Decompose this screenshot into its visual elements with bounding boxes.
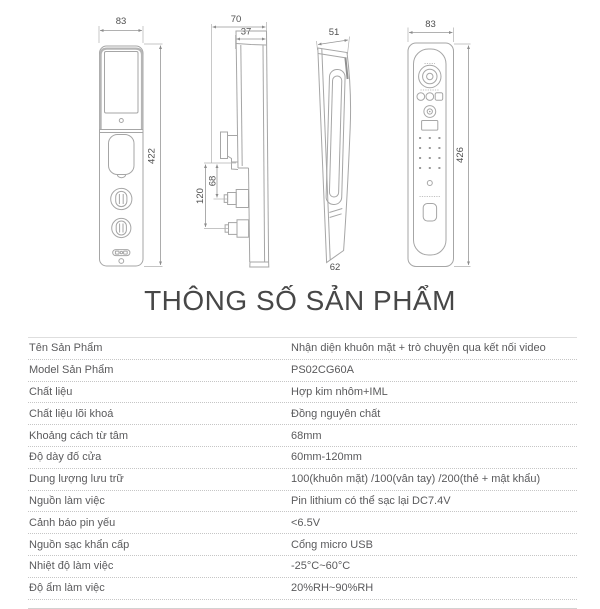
thumbturn-profile-upper bbox=[224, 190, 248, 208]
spec-label: Khoảng cách từ tâm bbox=[29, 429, 129, 442]
spec-value: Nhận diện khuôn mặt + trò chuyện qua kết nối video bbox=[291, 342, 546, 355]
spec-label: Nguồn làm việc bbox=[29, 494, 105, 507]
spec-value: 20%RH~90%RH bbox=[291, 582, 374, 595]
spec-value: Đồng nguyên chất bbox=[291, 407, 381, 420]
table-row bbox=[28, 556, 577, 578]
interior-front-view bbox=[99, 16, 163, 267]
table-row bbox=[28, 382, 577, 404]
angled-body bbox=[318, 48, 351, 263]
dim-width-label: 83 bbox=[425, 19, 436, 30]
dim-120-label: 120 bbox=[195, 188, 206, 204]
spec-label: Chất liệu bbox=[29, 385, 73, 398]
spec-label: Cảnh báo pin yếu bbox=[29, 516, 116, 529]
table-row bbox=[28, 447, 577, 469]
technical-drawings bbox=[0, 0, 600, 282]
spec-label: Tên Sản Phẩm bbox=[29, 342, 103, 355]
spec-value: -25°C~60°C bbox=[291, 560, 351, 573]
spec-value: 68mm bbox=[291, 429, 322, 442]
screen bbox=[105, 52, 139, 114]
spec-value: Cổng micro USB bbox=[291, 538, 373, 551]
spec-label: Chất liệu lõi khoá bbox=[29, 407, 114, 420]
page-title: THÔNG SỐ SẢN PHẨM bbox=[144, 285, 456, 316]
spec-label: Độ dày đố cửa bbox=[29, 451, 102, 464]
spec-value: 60mm-120mm bbox=[291, 451, 362, 464]
dim-width-label: 83 bbox=[115, 16, 127, 27]
table-row bbox=[28, 469, 577, 491]
thumbturn-lower bbox=[112, 218, 131, 237]
dim-depth-label: 70 bbox=[230, 14, 242, 25]
table-row bbox=[28, 425, 577, 447]
spec-value: PS02CG60A bbox=[291, 364, 354, 377]
table-row bbox=[28, 512, 577, 534]
side-profile bbox=[236, 31, 269, 267]
spec-table bbox=[28, 337, 577, 609]
table-row bbox=[28, 338, 577, 360]
table-row bbox=[28, 578, 577, 600]
mounting-plate bbox=[221, 132, 239, 170]
thumbturn-profile-lower bbox=[225, 220, 249, 237]
table-row bbox=[28, 360, 577, 382]
dim-bottom-width-label: 62 bbox=[329, 262, 341, 273]
thumbturn-upper bbox=[111, 188, 132, 209]
spec-value: <6.5V bbox=[291, 516, 321, 529]
spec-label: Nhiệt độ làm việc bbox=[29, 560, 114, 573]
exterior-angled-side-view bbox=[317, 27, 351, 273]
dim-height-label: 422 bbox=[146, 148, 158, 164]
spec-value: Hợp kim nhôm+IML bbox=[291, 385, 388, 398]
spec-label: Dung lượng lưu trữ bbox=[29, 473, 124, 486]
table-row bbox=[28, 403, 577, 425]
spec-value: Pin lithium có thể sạc lại DC7.4V bbox=[291, 494, 451, 507]
exterior-front-view bbox=[408, 19, 471, 267]
spec-label: Độ ẩm làm việc bbox=[29, 582, 105, 595]
table-row bbox=[28, 534, 577, 556]
battery-cover bbox=[109, 135, 135, 175]
spec-label: Model Sản Phẩm bbox=[29, 364, 114, 377]
spec-label: Nguồn sạc khẩn cấp bbox=[29, 538, 130, 551]
dim-height-label: 426 bbox=[455, 147, 466, 163]
dim-panel-depth-label: 37 bbox=[240, 26, 252, 38]
dim-68-label: 68 bbox=[207, 175, 219, 187]
interior-side-view bbox=[195, 14, 269, 267]
dim-top-width-label: 51 bbox=[328, 27, 340, 38]
table-row bbox=[28, 491, 577, 513]
spec-value: 100(khuôn mặt) /100(vân tay) /200(thẻ + mật khẩu) bbox=[291, 473, 541, 486]
